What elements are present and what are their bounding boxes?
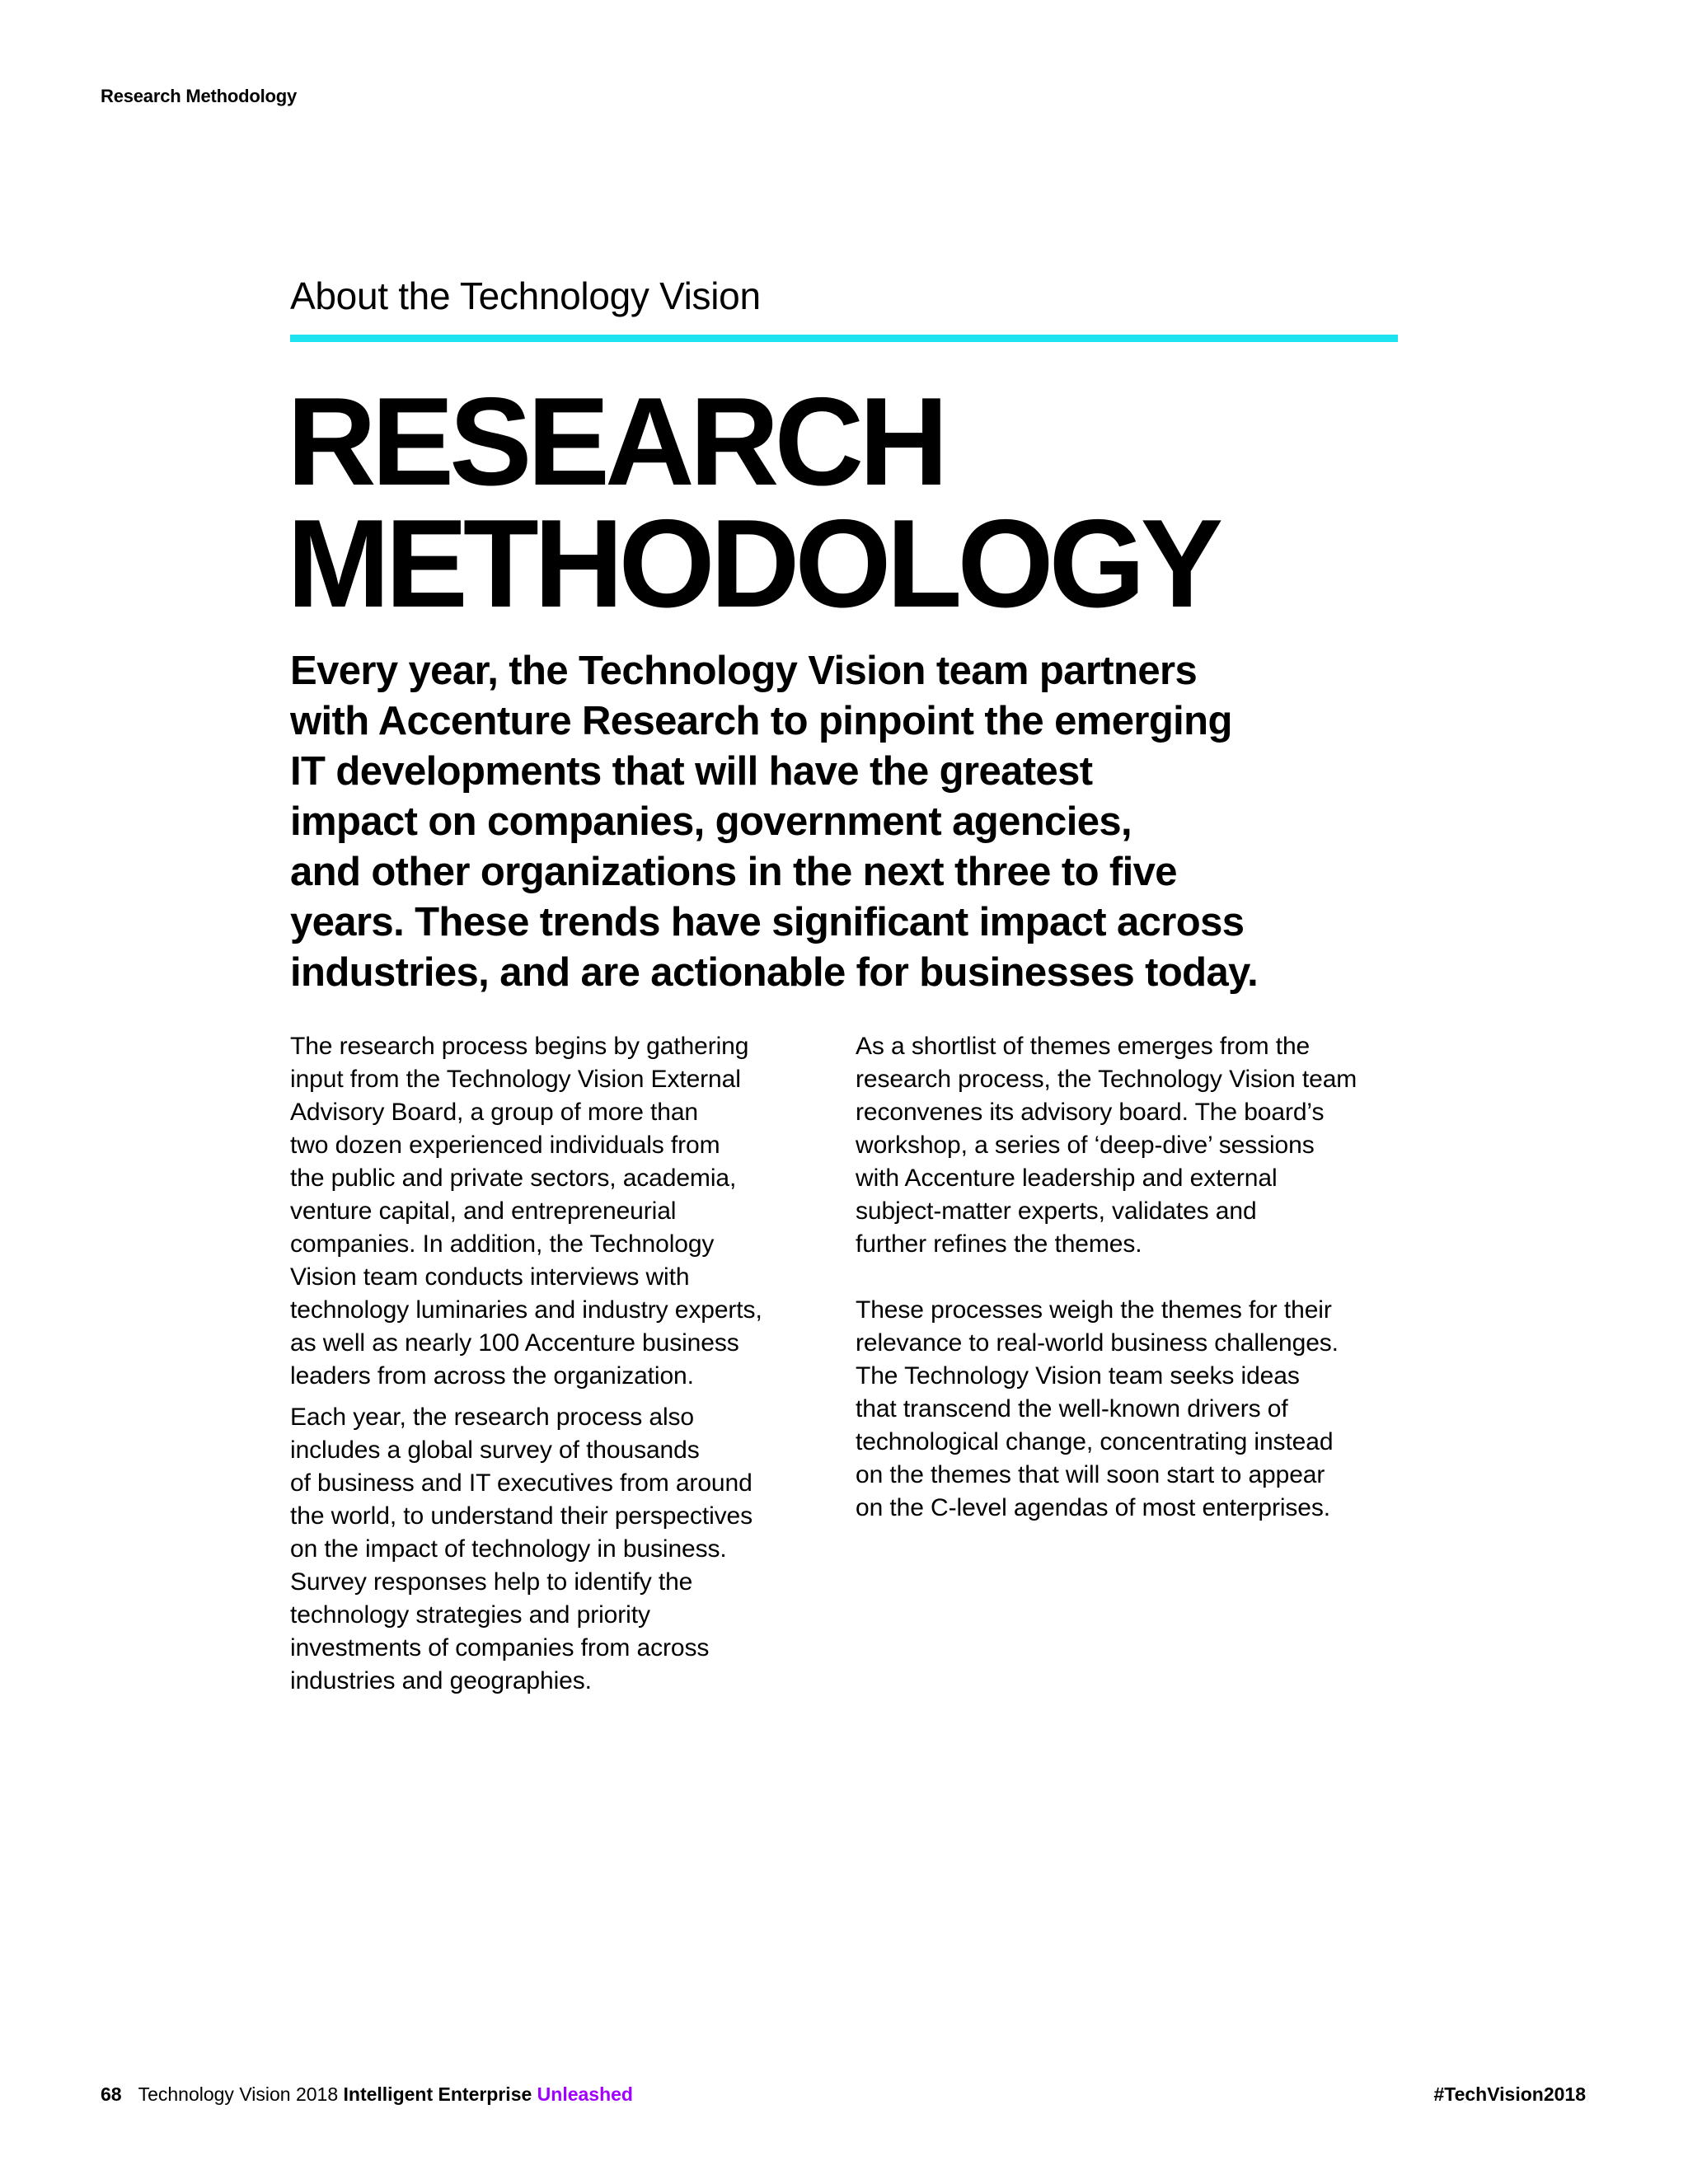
body-line: of business and IT executives from around	[290, 1469, 753, 1497]
body-line: research process, the Technology Vision team	[856, 1066, 1357, 1093]
section-kicker: About the Technology Vision	[290, 274, 761, 317]
body-line: subject-matter experts, validates and	[856, 1197, 1257, 1225]
body-line: Survey responses help to identify the	[290, 1568, 693, 1596]
page-title	[287, 372, 1219, 634]
body-line: The research process begins by gathering	[290, 1033, 749, 1060]
body-line: with Accenture leadership and external	[856, 1165, 1278, 1192]
body-paragraph	[290, 1030, 818, 1393]
body-line: Advisory Board, a group of more than	[290, 1099, 699, 1126]
lede-line: IT developments that will have the greatest	[290, 749, 1093, 794]
body-line: technology strategies and priority	[290, 1601, 650, 1629]
title-line: RESEARCH	[287, 372, 944, 512]
body-line: the world, to understand their perspectives	[290, 1502, 753, 1530]
footer-publication	[101, 2083, 633, 2106]
body-line: technology luminaries and industry experts,	[290, 1296, 762, 1324]
body-paragraph	[290, 1401, 818, 1698]
body-paragraph	[856, 1030, 1400, 1261]
body-line: technological change, concentrating instead	[856, 1428, 1334, 1455]
lede-line: with Accenture Research to pinpoint the emerging	[290, 699, 1232, 743]
lede-line: years. These trends have significant impact across	[290, 900, 1245, 944]
edition-accent: Unleashed	[537, 2083, 633, 2105]
body-line: Each year, the research process also	[290, 1404, 694, 1431]
lede-line: Every year, the Technology Vision team partners	[290, 649, 1198, 693]
body-line: companies. In addition, the Technology	[290, 1230, 715, 1258]
body-line: leaders from across the organization.	[290, 1362, 694, 1390]
body-column-right	[856, 1030, 1400, 1525]
body-line: that transcend the well-known drivers of	[856, 1395, 1288, 1422]
body-line: on the themes that will soon start to appear	[856, 1461, 1325, 1488]
body-line: investments of companies from across	[290, 1634, 710, 1661]
body-line: The Technology Vision team seeks ideas	[856, 1362, 1300, 1390]
accent-rule	[290, 335, 1398, 342]
lede-line: industries, and are actionable for businesses today.	[290, 950, 1259, 995]
page-number: 68	[101, 2083, 122, 2105]
body-line: two dozen experienced individuals from	[290, 1132, 720, 1159]
body-line: venture capital, and entrepreneurial	[290, 1197, 677, 1225]
body-line: as well as nearly 100 Accenture business	[290, 1329, 739, 1357]
body-column-left	[290, 1030, 818, 1698]
body-line: on the C-level agendas of most enterprises.	[856, 1494, 1331, 1521]
body-line: Vision team conducts interviews with	[290, 1263, 690, 1291]
body-paragraph	[856, 1294, 1400, 1525]
body-line: includes a global survey of thousands	[290, 1436, 700, 1464]
body-line: on the impact of technology in business.	[290, 1535, 727, 1563]
body-line: relevance to real-world business challenges.	[856, 1329, 1339, 1357]
lede-paragraph	[290, 646, 1428, 998]
title-line: METHODOLOGY	[287, 494, 1219, 634]
footer-hashtag: #TechVision2018	[1433, 2083, 1586, 2105]
lede-line: impact on companies, government agencies,	[290, 799, 1132, 844]
body-line: As a shortlist of themes emerges from the	[856, 1033, 1311, 1060]
edition-title: Intelligent Enterprise	[343, 2083, 532, 2105]
body-line: reconvenes its advisory board. The board’s	[856, 1099, 1325, 1126]
body-line: input from the Technology Vision External	[290, 1066, 741, 1093]
body-line: further refines the themes.	[856, 1230, 1142, 1258]
publication-name: Technology Vision 2018	[138, 2083, 339, 2105]
body-line: the public and private sectors, academia,	[290, 1165, 737, 1192]
body-line: These processes weigh the themes for their	[856, 1296, 1332, 1324]
running-header: Research Methodology	[101, 86, 298, 106]
lede-line: and other organizations in the next three to five	[290, 850, 1177, 894]
body-line: workshop, a series of ‘deep-dive’ sessions	[856, 1132, 1315, 1159]
body-line: industries and geographies.	[290, 1667, 592, 1694]
